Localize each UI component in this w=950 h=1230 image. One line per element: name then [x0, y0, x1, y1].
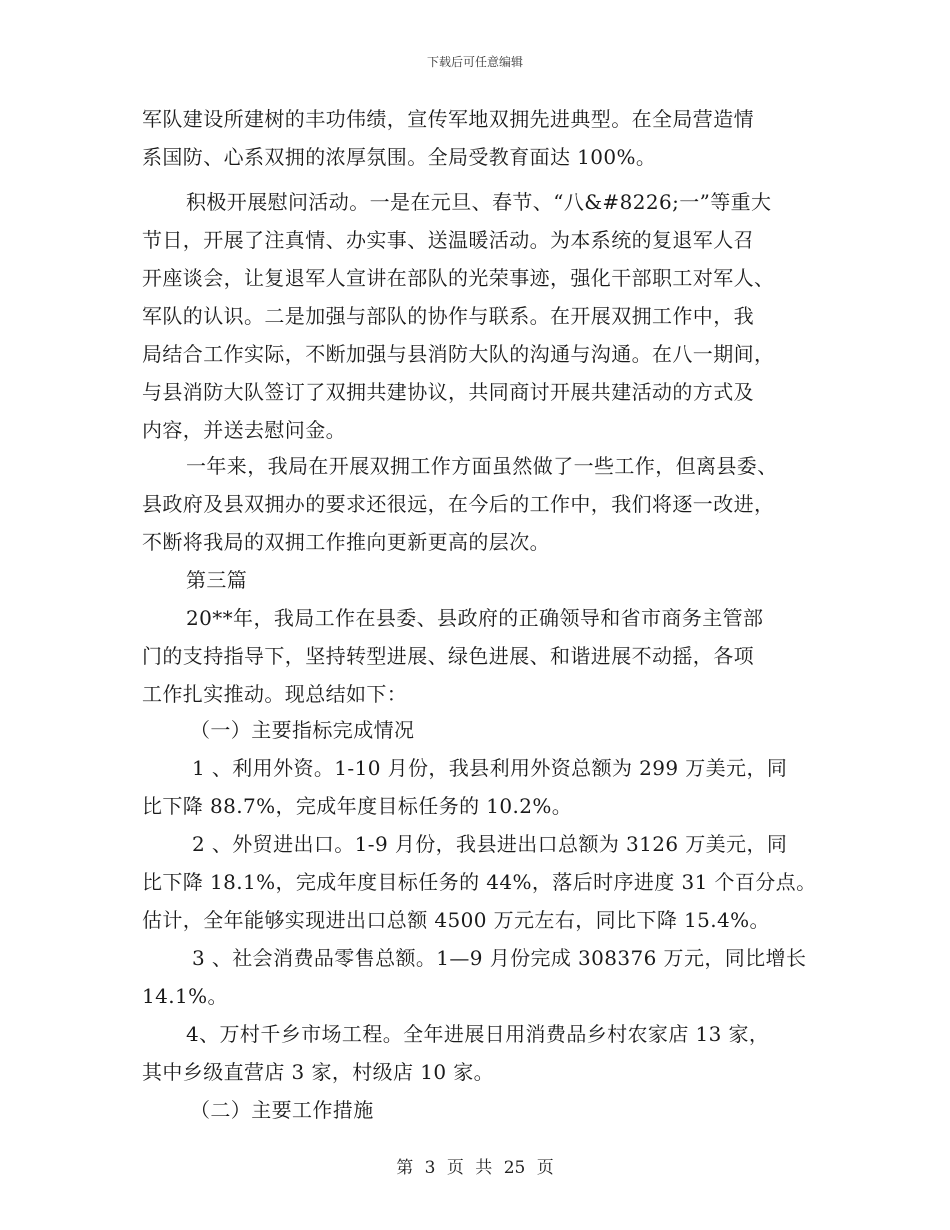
text-line: 工作扎实推动。现总结如下：: [142, 682, 408, 706]
text-line: 14.1%。: [142, 984, 228, 1008]
text-line: 县政府及县双拥办的要求还很远，在今后的工作中，我们将逐一改进，: [142, 492, 775, 516]
text-line: 节日，开展了注真情、办实事、送温暖活动。为本系统的复退军人召: [142, 228, 754, 252]
text-line: 一年来，我局在开展双拥工作方面虽然做了一些工作，但离县委、: [186, 454, 778, 478]
text-line: 积极开展慰问活动。一是在元旦、春节、“八&#8226;一”等重大: [186, 190, 772, 214]
text-line: 不断将我局的双拥工作推向更新更高的层次。: [142, 530, 550, 554]
text-line: 4、万村千乡市场工程。全年进展日用消费品乡村农家店 13 家，: [186, 1022, 770, 1046]
text-line: 2 、外贸进出口。1-9 月份，我县进出口总额为 3126 万美元，同: [192, 832, 788, 856]
text-line: 军队建设所建树的丰功伟绩，宣传军地双拥先进典型。在全局营造情: [142, 107, 754, 131]
page-header: 下载后可任意编辑: [426, 55, 523, 69]
text-line: 开座谈会，让复退军人宣讲在部队的光荣事迹，强化干部职工对军人、: [142, 266, 775, 290]
text-line: 3 、社会消费品零售总额。1—9 月份完成 308376 万元，同比增长: [192, 946, 807, 970]
text-line: 20**年，我局工作在县委、县政府的正确领导和省市商务主管部: [186, 606, 764, 630]
text-line: 内容，并送去慰问金。: [142, 418, 346, 442]
text-line: 系国防、心系双拥的浓厚氛围。全局受教育面达 100%。: [142, 145, 657, 169]
text-line: 局结合工作实际，不断加强与县消防大队的沟通与沟通。在八一期间，: [142, 342, 775, 366]
text-line: 估计，全年能够实现进出口总额 4500 万元左右，同比下降 15.4%。: [142, 908, 770, 932]
subsection-heading: （二）主要工作措施: [190, 1098, 374, 1122]
section-heading: 第三篇: [186, 568, 248, 592]
text-line: 1 、利用外资。1-10 月份，我县利用外资总额为 299 万美元，同: [192, 756, 788, 780]
text-line: 军队的认识。二是加强与部队的协作与联系。在开展双拥工作中，我: [142, 304, 754, 328]
page-footer: 第 3 页 共 25 页: [396, 1158, 554, 1178]
subsection-heading: （一）主要指标完成情况: [190, 718, 415, 742]
text-line: 其中乡级直营店 3 家，村级店 10 家。: [142, 1060, 495, 1084]
text-line: 门的支持指导下，坚持转型进展、绿色进展、和谐进展不动摇，各项: [142, 644, 754, 668]
text-line: 比下降 88.7%，完成年度目标任务的 10.2%。: [142, 794, 573, 818]
text-line: 比下降 18.1%，完成年度目标任务的 44%，落后时序进度 31 个百分点。: [142, 870, 817, 894]
text-line: 与县消防大队签订了双拥共建协议，共同商讨开展共建活动的方式及: [142, 380, 754, 404]
